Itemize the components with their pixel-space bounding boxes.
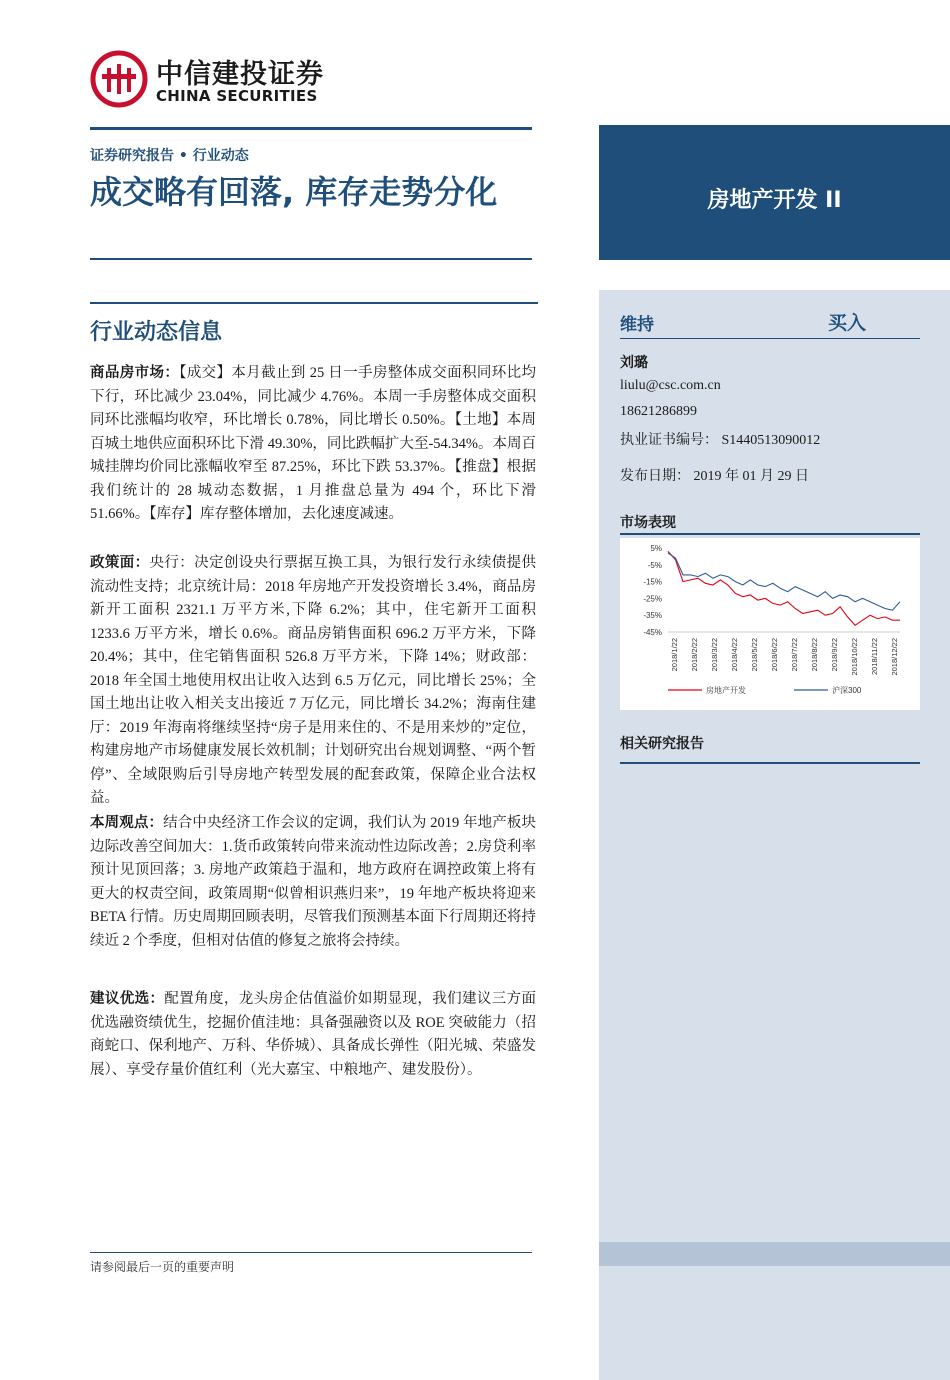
paragraph-market xyxy=(90,362,536,527)
sector-name: 房地产开发 II xyxy=(707,188,842,213)
company-logo xyxy=(90,50,350,116)
x-tick-label: 2018/3/22 xyxy=(710,638,719,672)
footer-divider xyxy=(90,1252,532,1253)
analyst-email: liulu@csc.com.cn xyxy=(620,378,721,393)
legend-label: 沪深300 xyxy=(832,686,862,695)
market-chart xyxy=(620,538,920,710)
company-logo-icon xyxy=(90,50,148,108)
paragraph-body: 配置角度，龙头房企估值溢价如期显现，我们建议三方面优选融资绩优生，挖掘价值洼地：具备强融资以及 ROE 突破能力（招商蛇口、保利地产、万科、华侨城）、具备成长弹性（阳光城、荣盛发展）、享受存量价值红利（光大嘉宝、中粮地产、建发股份）。 xyxy=(90,991,537,1078)
legend-label: 房地产开发 xyxy=(706,686,746,695)
y-tick-label: -35% xyxy=(643,611,662,621)
paragraph-body: 【成交】本月截止到 25 日一手房整体成交面积同环比均下行，环比减少 23.04%，同比减少 4.76%。本周一手房整体成交面积同环比涨幅均收窄，环比增长 0.78%，同比增长 0.50%。【土地】本周百城土地供应面积环比下滑 49.30%，同比跌幅扩大至-54.34%。本周百城挂牌均价同比涨幅收窄至 87.25%，环比下跌 53.37%。【推盘】根据我们统计的 28 城动态数据，1 月推盘总量为 494 个，环比下滑 51.66%。【库存】库存整体增加，去化速度减速。 xyxy=(90,365,537,522)
paragraph-picks xyxy=(90,988,536,1082)
rating-label: 维持 xyxy=(620,315,654,335)
y-tick-label: -25% xyxy=(643,594,662,604)
paragraph-body: 结合中央经济工作会议的定调，我们认为 2019 年地产板块边际改善空间加大：1.货币政策转向带来流动性边际改善；2.房贷利率预计见顶回落；3. 房地产政策趋于温和，地方政府在调控政策上将有更大的权责空间，政策周期“似曾相识燕归来”，19 年地产板块将迎来 BETA 行情。历史周期回顾表明，尽管我们预测基本面下行周期还将持续近 2 个季度，但相对估值的修复之旅将会持续。 xyxy=(90,815,537,949)
market-chart-svg xyxy=(620,538,920,710)
paragraph-body: 央行：决定创设央行票据互换工具，为银行发行永续债提供流动性支持；北京统计局：2018 年房地产开发投资增长 3.4%，商品房新开工面积 2321.1 万平方米,下降 6.2%；其中，住宅新开工面积 1233.6 万平方米，增长 0.6%。商品房销售面积 696.2 万平方米，下降 20.4%；其中，住宅销售面积 526.8 万平方米，下降 14%；财政部：2018 年全国土地使用权出让收入达到 6.5 万亿元，同比增长 25%；全国土地出让收入相关支出接近 7 万亿元，同比增长 34.2%；海南住建厅：2019 年海南将继续坚持“房子是用来住的、不是用来炒的”定位，构建房地产市场健康发展长效机制；计划研究出台规划调整、“两个暂停”、全域限购后引导房地产转型发展的配套政策，保障企业合法权益。 xyxy=(90,555,537,806)
x-tick-label: 2018/10/22 xyxy=(850,638,859,676)
logo-english-name: CHINA SECURITIES xyxy=(156,87,318,105)
logo-chinese-name: 中信建投证券 xyxy=(156,59,324,90)
x-tick-label: 2018/1/22 xyxy=(670,638,679,672)
x-tick-label: 2018/2/22 xyxy=(690,638,699,672)
y-tick-label: -5% xyxy=(647,560,662,570)
footer-disclaimer: 请参阅最后一页的重要声明 xyxy=(90,1260,235,1274)
analyst-phone: 18621286899 xyxy=(620,404,697,419)
sidebar-panel xyxy=(599,290,950,1380)
related-reports-heading: 相关研究报告 xyxy=(620,736,704,752)
rating-value: 买入 xyxy=(828,312,867,334)
report-type: 证券研究报告 • 行业动态 xyxy=(90,148,249,164)
paragraph-lead: 政策面： xyxy=(90,555,150,571)
related-reports-divider xyxy=(620,762,920,764)
x-tick-label: 2018/8/22 xyxy=(810,638,819,672)
y-tick-label: -15% xyxy=(643,577,662,587)
x-tick-label: 2018/11/22 xyxy=(870,638,879,675)
x-tick-label: 2018/4/22 xyxy=(730,638,739,672)
y-tick-label: 5% xyxy=(650,544,662,553)
x-tick-label: 2018/9/22 xyxy=(830,638,839,672)
paragraph-lead: 本周观点： xyxy=(90,815,164,831)
top-divider xyxy=(90,127,532,130)
rating-row xyxy=(620,310,930,334)
rating-divider xyxy=(620,338,920,339)
y-tick-label: -45% xyxy=(643,628,662,637)
paragraph-lead: 建议优选： xyxy=(90,991,165,1007)
x-tick-label: 2018/6/22 xyxy=(770,638,779,672)
sidebar-footer-band xyxy=(599,1242,950,1266)
publish-date: 发布日期： 2019 年 01 月 29 日 xyxy=(620,469,809,484)
x-tick-label: 2018/7/22 xyxy=(790,638,799,672)
paragraph-lead: 商品房市场： xyxy=(90,365,180,381)
analyst-name: 刘璐 xyxy=(620,355,648,371)
section-divider xyxy=(90,302,538,304)
market-performance-divider xyxy=(620,533,920,535)
market-performance-heading: 市场表现 xyxy=(620,515,676,531)
x-tick-label: 2018/12/22 xyxy=(890,638,899,676)
paragraph-policy xyxy=(90,552,536,811)
title-divider xyxy=(90,258,532,260)
x-tick-label: 2018/5/22 xyxy=(750,638,759,672)
paragraph-view xyxy=(90,812,536,953)
sector-banner xyxy=(599,125,950,260)
report-title: 成交略有回落, 库存走势分化 xyxy=(90,173,498,211)
series-line-1 xyxy=(668,551,900,625)
section-heading: 行业动态信息 xyxy=(90,320,223,345)
analyst-license: 执业证书编号： S1440513090012 xyxy=(620,433,821,448)
